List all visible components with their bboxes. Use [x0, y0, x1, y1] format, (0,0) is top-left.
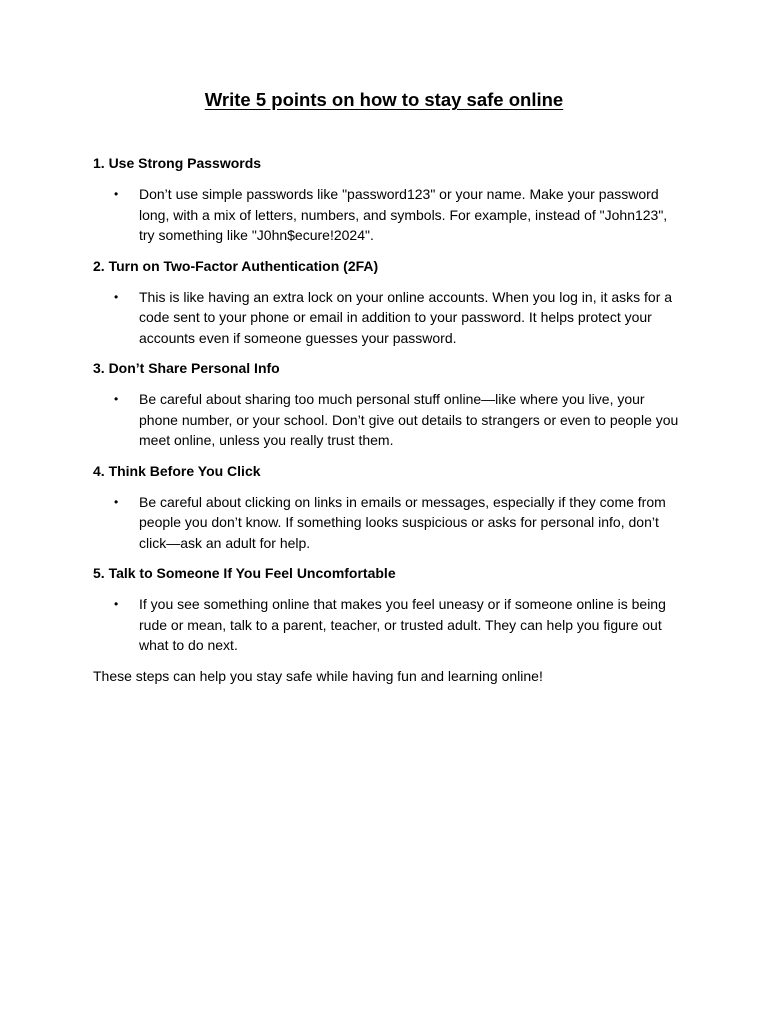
- section-strong-passwords: [93, 153, 683, 246]
- bullet-list: [93, 389, 683, 451]
- bullet-text: This is like having an extra lock on your online accounts. When you log in, it asks for a code sent to your phone or email in addition to your password. It helps protect your accounts even if someone guesses your password.: [139, 288, 673, 346]
- document-body: [93, 153, 683, 686]
- bullet-list: [93, 287, 683, 349]
- bullet-point-icon: •: [114, 392, 119, 406]
- section-talk-to-someone: [93, 563, 683, 656]
- bullet-text: Be careful about sharing too much personal stuff online—like where you live, your phone number, or your school. Don’t give out details to strangers or even to people you meet online, unless you really trust them.: [139, 391, 679, 448]
- bullet-text: Don’t use simple passwords like "password123" or your name. Make your password long, with a mix of letters, numbers, and symbols. For example, instead of "John123", try something like "J0hn$ecure!2024".: [139, 186, 668, 243]
- bullet-list: [93, 492, 683, 554]
- bullet-point-icon: •: [114, 597, 119, 611]
- bullet-point-icon: •: [114, 494, 119, 509]
- section-heading: 1. Use Strong Passwords: [93, 155, 262, 171]
- closing-paragraph: These steps can help you stay safe while having fun and learning online!: [93, 667, 543, 684]
- section-personal-info: [93, 358, 683, 451]
- section-think-before-click: [93, 461, 683, 554]
- bullet-item: [93, 389, 683, 451]
- bullet-list: [93, 594, 683, 656]
- document-title: Write 5 points on how to stay safe online: [204, 89, 564, 110]
- bullet-text: Be careful about clicking on links in emails or messages, especially if they come from people you don’t know. If something looks suspicious or asks for personal info, don’t click—ask an adult for help.: [139, 493, 666, 551]
- bullet-text: If you see something online that makes you feel uneasy or if someone online is being rude or mean, talk to a parent, teacher, or trusted adult. They can help you figure out what to do next.: [139, 596, 666, 653]
- bullet-list: [93, 184, 683, 246]
- section-heading: 3. Don’t Share Personal Info: [93, 360, 280, 376]
- section-two-factor-auth: [93, 256, 683, 349]
- section-heading: 5. Talk to Someone If You Feel Uncomfortable: [93, 565, 396, 581]
- bullet-item: [93, 287, 683, 349]
- bullet-item: [93, 184, 683, 246]
- section-heading: 2. Turn on Two-Factor Authentication (2FA): [93, 257, 379, 274]
- bullet-point-icon: •: [114, 289, 119, 304]
- bullet-item: [93, 594, 683, 656]
- bullet-point-icon: •: [114, 187, 119, 201]
- section-heading: 4. Think Before You Click: [93, 462, 261, 479]
- bullet-item: [93, 492, 683, 554]
